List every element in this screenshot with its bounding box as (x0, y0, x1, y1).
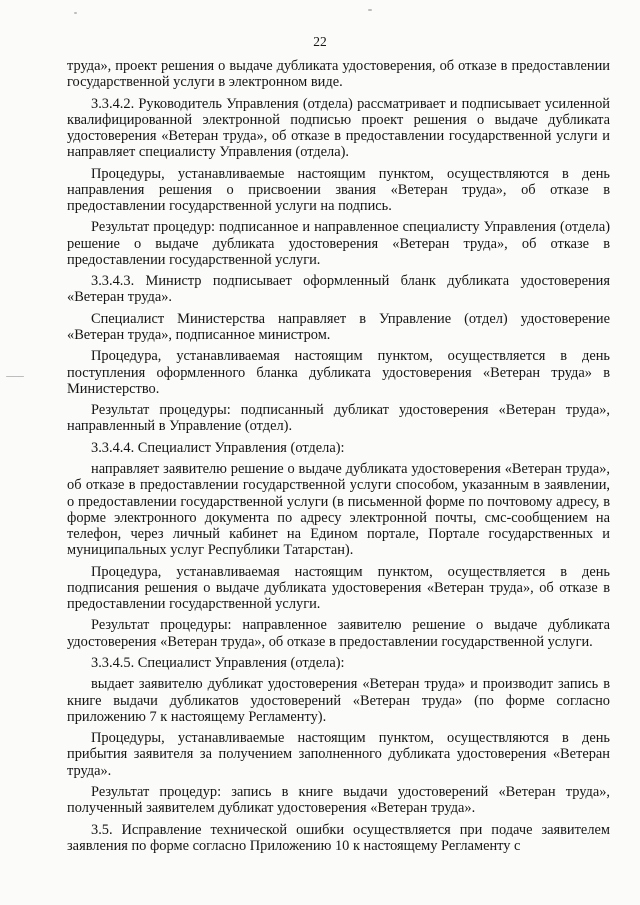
paragraph-sends-decision: направляет заявителю решение о выдаче дубликата удостоверения «Ветеран труда», об отказе в предоставлении государственной услуги способом, указанным в заявлении, о предоставлении государственной услуги (в письменной форме по почтовому адресу, в форме электронного документа по адресу электронной почты, смс-сообщением на телефон, через личный кабинет на Едином портале, Портале государственных и муниципальных услуг Республики Татарстан). (67, 461, 610, 559)
paragraph-ministry-specialist: Специалист Министерства направляет в Управление (отдел) удостоверение «Ветеран труда», подписанное министром. (67, 310, 610, 343)
scan-artifact (74, 12, 77, 14)
scan-artifact (6, 376, 24, 377)
document-body (67, 58, 610, 859)
paragraph-3-5: 3.5. Исправление технической ошибки осуществляется при подаче заявителем заявления по форме согласно Приложению 10 к настоящему Регламенту с (67, 821, 610, 854)
paragraph-procedures-timing: Процедуры, устанавливаемые настоящим пунктом, осуществляются в день направления решения о присвоении звания «Ветеран труда», об отказе в предоставлении государственной услуги на подпись. (67, 165, 610, 214)
paragraph-procedure-result-2: Результат процедуры: направленное заявителю решение о выдаче дубликата удостоверения «Ветеран труда», об отказе в предоставлении государственной услуги. (67, 617, 610, 650)
paragraph-continuation: труда», проект решения о выдаче дубликата удостоверения, об отказе в предоставлении государственной услуги в электронном виде. (67, 58, 610, 91)
page-number: 22 (313, 34, 327, 49)
paragraph-3-3-4-4: 3.3.4.4. Специалист Управления (отдела): (91, 439, 345, 456)
paragraph-3-3-4-5: 3.3.4.5. Специалист Управления (отдела): (91, 654, 345, 671)
scan-artifact (368, 9, 372, 11)
paragraph-procedures-result-2: Результат процедур: запись в книге выдачи удостоверений «Ветеран труда», полученный заявителем дубликат удостоверения «Ветеран труда». (67, 783, 610, 817)
paragraph-issues-duplicate: выдает заявителю дубликат удостоверения «Ветеран труда» и производит запись в книге выдачи дубликатов удостоверений «Ветеран труда» (по форме согласно приложению 7 к настоящему Регламенту). (67, 676, 610, 725)
paragraph-procedure-timing: Процедура, устанавливаемая настоящим пунктом, осуществляется в день поступления оформленного бланка дубликата удостоверения «Ветеран труда» в Министерство. (67, 348, 610, 397)
paragraph-procedures-timing-2: Процедуры, устанавливаемые настоящим пунктом, осуществляются в день прибытия заявителя за получением заполненного дубликата удостоверения «Ветеран труда». (67, 730, 610, 779)
paragraph-procedures-result: Результат процедур: подписанное и направленное специалисту Управления (отдела) решение о выдаче дубликата удостоверения «Ветеран труда», об отказе в предоставлении государственной услуги. (67, 219, 610, 268)
paragraph-3-3-4-2: 3.3.4.2. Руководитель Управления (отдела) рассматривает и подписывает усиленной квалифицированной электронной подписью проект решения о выдаче дубликата удостоверения «Ветеран труда», об отказе в предоставлении государственной услуги и направляет специалисту Управления (отдела). (67, 95, 610, 161)
paragraph-procedure-result: Результат процедуры: подписанный дубликат удостоверения «Ветеран труда», направленный в Управление (отдел). (67, 402, 610, 435)
paragraph-3-3-4-3: 3.3.4.3. Министр подписывает оформленный бланк дубликата удостоверения «Ветеран труда». (67, 273, 610, 306)
paragraph-procedure-timing-2: Процедура, устанавливаемая настоящим пунктом, осуществляется в день подписания решения о выдаче дубликата удостоверения «Ветеран труда», об отказе в предоставлении государственной услуги. (67, 563, 610, 612)
